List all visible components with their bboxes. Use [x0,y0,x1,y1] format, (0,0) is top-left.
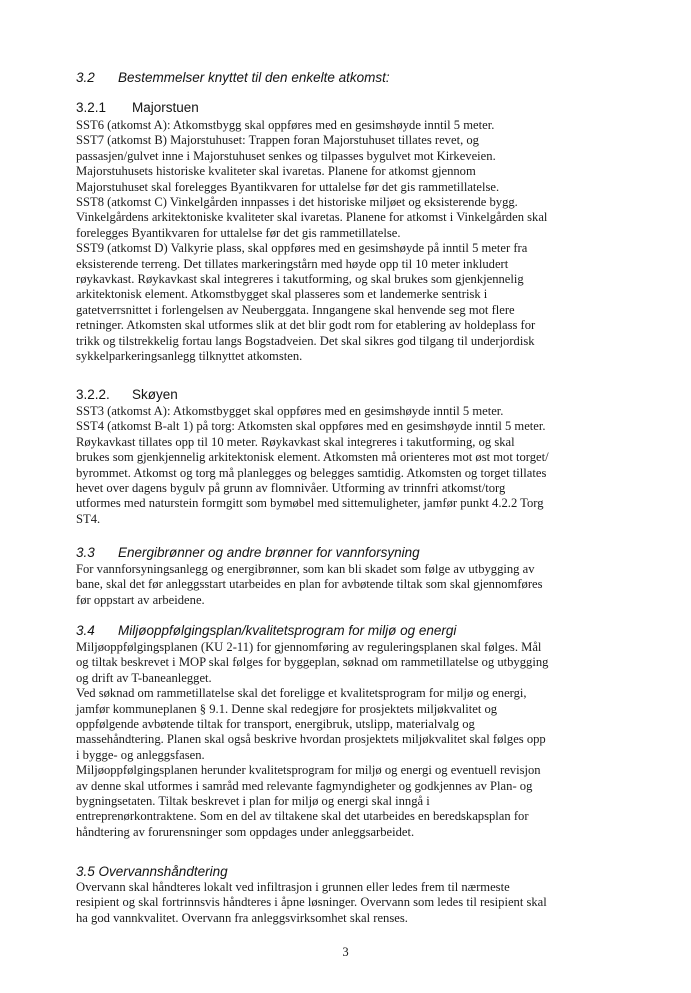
text-line: og tiltak beskrevet i MOP skal følges for byggeplan, søknad om rammetillatelse og utbygging [76,655,549,670]
text-line: SST3 (atkomst A): Atkomstbygget skal oppføres med en gesimshøyde inntil 5 meter. [76,404,504,418]
paragraph-skoyen [76,404,636,527]
paragraph-energibronner [76,562,636,608]
text-line: SST7 (atkomst B) Majorstuhuset: Trappen foran Majorstuhuset tillates revet, og [76,133,479,148]
section-heading-3-4 [76,623,456,639]
text-line: trikk og tilstrekkelig fortau langs Bogstadveien. Det skal sikres god tilgang til underjordisk [76,333,535,348]
section-heading-3-2-1 [76,100,199,116]
text-line: SST6 (atkomst A): Atkomstbygg skal oppføres med en gesimshøyde inntil 5 meter. [76,118,495,132]
section-number: 3.3 [76,545,95,560]
text-line: i bygge- og anleggsfasen. [76,747,205,762]
text-line: SST4 (atkomst B-alt 1) på torg: Atkomsten skal oppføres med en gesimshøyde inntil 5 meter. [76,419,546,434]
section-heading-3-3 [76,545,420,561]
text-line: forelegges Byantikvaren for uttalelse før det gis rammetillatelse. [76,225,401,240]
text-line: SST9 (atkomst D) Valkyrie plass, skal oppføres med en gesimshøyde på inntil 5 meter fra [76,241,528,256]
text-line: gatetverrsnittet i forlengelsen av Neuberggata. Inngangene skal henvende seg mot flere [76,302,515,317]
section-title: Miljøoppfølgingsplan/kvalitetsprogram for miljø og energi [118,623,457,638]
section-title: Bestemmelser knyttet til den enkelte atkomst: [118,70,390,85]
text-line: før oppstart av arbeidene. [76,592,205,607]
text-line: arkitektonisk element. Atkomstbygget skal plasseres som et landemerke sentrisk i [76,287,488,302]
text-line: ha god vannkvalitet. Overvann fra anleggsvirksomhet skal renses. [76,910,408,925]
text-line: massehåndtering. Planen skal også beskrive hvordan prosjektets miljøkvalitet skal følges opp [76,732,546,747]
section-number: 3.2.1 [76,100,107,115]
text-line: byrommet. Atkomst og torg må planlegges og belegges samtidig. Atkomsten og torget tillates [76,465,547,480]
text-line: Vinkelgårdens arkitektoniske kvaliteter skal ivaretas. Planene for atkomst i Vinkelgården skal [76,210,548,225]
text-line: ST4. [76,511,101,526]
text-line: brukes som gjenkjennelig arkitektonisk element. Atkomsten må orienteres mot øst mot torget/ [76,450,549,465]
text-line: Miljøoppfølgingsplanen herunder kvalitetsprogram for miljø og energi og eventuell revisjon [76,763,541,778]
text-line: retninger. Atkomsten skal utformes slik at det blir godt rom for etablering av holdeplass for [76,318,536,333]
paragraph-overvann [76,880,636,926]
text-line: entreprenørkontraktene. Som en del av tiltakene skal det utarbeides en beredskapsplan for [76,809,529,824]
text-line: Miljøoppfølgingsplanen (KU 2-11) for gjennomføring av reguleringsplanen skal følges. Mål [76,640,542,654]
text-line: Ved søknad om rammetillatelse skal det foreligge et kvalitetsprogram for miljø og energi, [76,686,527,701]
text-line: sykkelparkeringsanlegg tilknyttet atkomsten. [76,349,303,364]
section-heading-3-2-2 [76,387,178,403]
text-line: og drift av T-baneanlegget. [76,670,212,685]
section-number: 3.2 [76,70,95,85]
section-number: 3.2.2. [76,387,110,402]
section-title: Skøyen [132,387,178,402]
text-line: For vannforsyningsanlegg og energibrønner, som kan bli skadet som følge av utbygging av [76,562,535,576]
text-line: bane, skal det før anleggsstart utarbeides en plan for avbøtende tiltak som skal gjennomføres [76,577,543,592]
text-line: Majorstuhusets historiske kvaliteter skal ivaretas. Planene for atkomst gjennom [76,164,476,179]
section-title: 3.5 Overvannshåndtering [76,864,228,879]
text-line: Overvann skal håndteres lokalt ved infiltrasjon i grunnen eller ledes frem til nærmeste [76,880,510,894]
text-line: hevet over dagens bygulv på grunn av flomnivåer. Utforming av trinnfri atkomst/torg [76,481,506,496]
page-number: 3 [342,945,349,959]
text-line: Røykavkast tillates opp til 10 meter. Røykavkast skal integreres i takutforming, og skal [76,434,515,449]
text-line: håndtering av forurensninger som oppdages under anleggsarbeidet. [76,824,415,839]
text-line: resipient og skal fortrinnsvis håndteres i åpne løsninger. Overvann som ledes til resipient skal [76,895,547,910]
section-title: Energibrønner og andre brønner for vannforsyning [118,545,420,560]
text-line: utformes med naturstein formgitt som bymøbel med sittemuligheter, jamfør punkt 4.2.2 Torg [76,496,544,511]
paragraph-miljo [76,640,636,840]
text-line: bygningsetaten. Tiltak beskrevet i plan for miljø og energi skal inngå i [76,794,430,809]
text-line: oppfølgende avbøtende tiltak for transport, energibruk, utslipp, materialvalg og [76,717,475,732]
section-heading-3-5 [76,864,228,880]
paragraph-majorstuen [76,118,636,365]
text-line: jamfør kommuneplanen § 9.1. Denne skal redegjøre for prosjektets miljøkvalitet og [76,701,498,716]
text-line: Majorstuhuset skal forelegges Byantikvaren for uttalelse før det gis rammetillatelse. [76,179,500,194]
section-number: 3.4 [76,623,95,638]
text-line: passasjen/gulvet inne i Majorstuhuset senkes og tilpasses bygulvet mot Kirkeveien. [76,148,496,163]
text-line: av denne skal utformes i samråd med relevante fagmyndigheter og godkjennes av Plan- og [76,778,533,793]
section-title: Majorstuen [132,100,199,115]
section-heading-3-2 [76,70,390,86]
text-line: SST8 (atkomst C) Vinkelgården innpasses i det historiske miljøet og eksisterende bygg. [76,195,518,210]
text-line: eksisterende terreng. Det tillates markeringstårn med høyde opp til 10 meter inkludert [76,256,509,271]
text-line: røykavkast. Røykavkast skal integreres i takutforming, og skal brukes som gjenkjennelig [76,272,524,287]
